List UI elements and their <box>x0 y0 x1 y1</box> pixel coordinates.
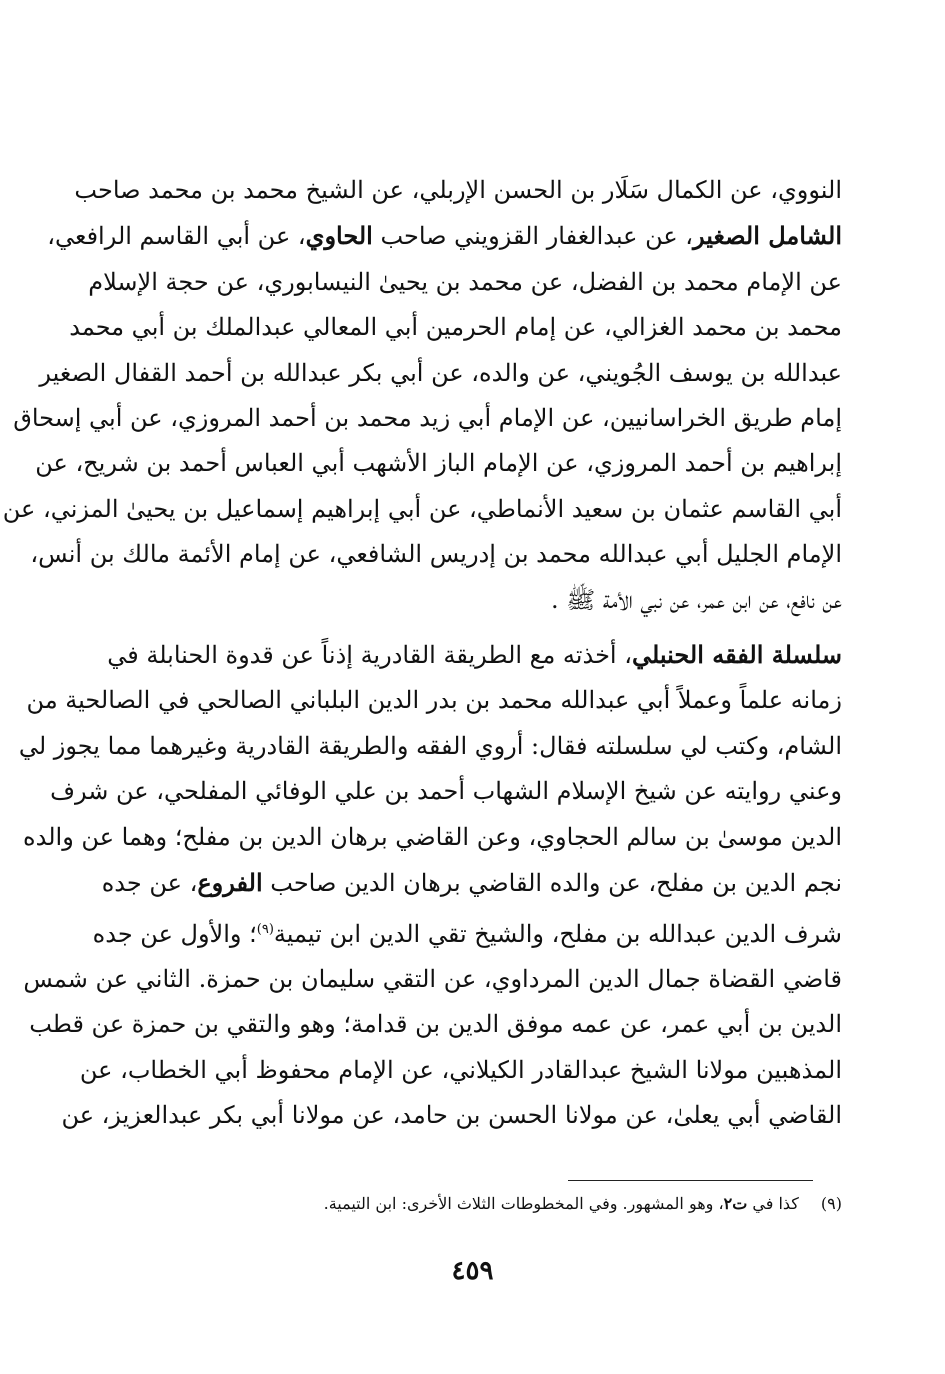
footnote-reference[interactable]: (٩) <box>256 921 274 937</box>
footnote-text: ، وهو المشهور. وفي المخطوطات الثلاث الأخرى: ابن التيمية. <box>323 1194 724 1213</box>
text-line: قاضي القضاة جمال الدين المرداوي، عن التقي سليمان بن حمزة. الثاني عن شمس <box>23 964 842 993</box>
text-line: محمد بن محمد الغزالي، عن إمام الحرمين أبي المعالي عبدالملك بن أبي محمد <box>69 313 842 342</box>
text-line: عن الإمام محمد بن الفضل، عن محمد بن يحيىٰ النيسابوري، عن حجة الإسلام <box>88 267 842 296</box>
book-title: الشامل الصغير <box>693 221 842 251</box>
text-line: الدين بن أبي عمر، عن عمه موفق الدين بن قدامة؛ وهو والتقي بن حمزة عن قطب <box>29 1010 842 1039</box>
text-line: إمام طريق الخراسانيين، عن الإمام أبي زيد محمد بن أحمد المروزي، عن أبي إسحاق <box>13 404 842 433</box>
text-span: شرف الدين عبدالله بن مفلح، والشيخ تقي الدين ابن تيمية <box>273 919 842 948</box>
text-line <box>107 632 842 678</box>
text-line: زمانه علماً وعملاً أبي عبدالله محمد بن بدر الدين البلباني الصالحي في الصالحية من <box>26 686 842 715</box>
paragraph-hanbali-chain <box>18 632 842 1138</box>
body-text <box>2 168 842 1139</box>
text-line: عن نافع، عن ابن عمر، عن نبي الأمة ﷺ . <box>550 585 842 614</box>
text-line: القاضي أبي يعلىٰ، عن مولانا الحسن بن حامد، عن مولانا أبي بكر عبدالعزيز، عن <box>61 1101 842 1130</box>
manuscript-siglum: ت٢ <box>723 1194 748 1213</box>
text-line: إبراهيم بن أحمد المروزي، عن الإمام الباز الأشهب أبي العباس أحمد بن شريح، عن <box>35 449 842 478</box>
footnote <box>132 1190 842 1218</box>
footnote-mark: (٩) <box>820 1194 842 1213</box>
text-line: أبي القاسم عثمان بن سعيد الأنماطي، عن أبي إبراهيم إسماعيل بن يحيىٰ المزني، عن <box>2 494 842 523</box>
footnote-text: كذا في <box>747 1194 799 1213</box>
text-line <box>47 213 842 259</box>
page-number: ٤٥٩ <box>451 1256 494 1286</box>
text-line <box>101 860 842 906</box>
text-line: الشام، وكتب لي سلسلته فقال: أروي الفقه والطريقة القادرية وغيرهما مما يجوز لي <box>18 731 842 760</box>
text-line: الدين موسىٰ بن سالم الحجاوي، وعن القاضي برهان الدين بن مفلح؛ وهما عن والده <box>23 822 842 851</box>
text-line: المذهبين مولانا الشيخ عبدالقادر الكيلاني، عن الإمام محفوظ أبي الخطاب، عن <box>79 1055 842 1084</box>
book-title: الحاوي <box>305 221 373 251</box>
text-span: نجم الدين بن مفلح، عن والده القاضي برهان الدين صاحب <box>262 869 842 898</box>
text-span: ؛ والأول عن جده <box>92 919 257 948</box>
text-line: الإمام الجليل أبي عبدالله محمد بن إدريس الشافعي، عن إمام الأئمة مالك بن أنس، <box>30 540 842 569</box>
text-line: وعني روايته عن شيخ الإسلام الشهاب أحمد بن علي الوفائي المفلحي، عن شرف <box>50 777 842 806</box>
section-heading: سلسلة الفقه الحنبلي <box>631 640 842 670</box>
text-line <box>92 907 842 957</box>
footnote-divider <box>568 1180 813 1181</box>
text-line: عبدالله بن يوسف الجُويني، عن والده، عن أبي بكر عبدالله بن أحمد القفال الصغير <box>39 358 842 387</box>
text-span: ، عن عبدالغفار القزويني صاحب <box>372 222 694 251</box>
paragraph-shafii-chain <box>2 168 842 623</box>
text-span: ، عن جده <box>101 869 198 898</box>
book-title: الفروع <box>197 868 263 898</box>
text-span: ، أخذته مع الطريقة القادرية إذناً عن قدوة الحنابلة في <box>107 641 632 670</box>
text-line: النووي، عن الكمال سَلَار بن الحسن الإربلي، عن الشيخ محمد بن محمد صاحب <box>74 176 842 204</box>
text-span: ، عن أبي القاسم الرافعي، <box>47 222 306 251</box>
